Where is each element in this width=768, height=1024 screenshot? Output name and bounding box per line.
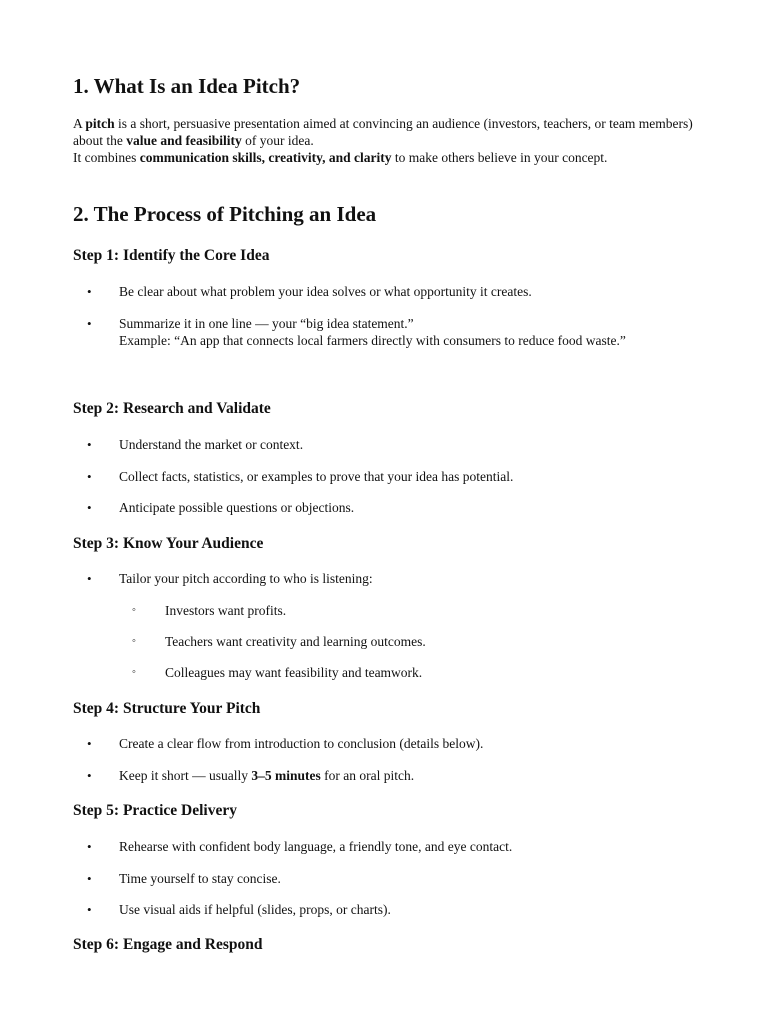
bullet-icon: • bbox=[87, 871, 92, 886]
step-6-heading: Step 6: Engage and Respond bbox=[73, 936, 263, 953]
hollow-bullet-icon: ◦ bbox=[132, 604, 136, 616]
step-2-heading: Step 2: Research and Validate bbox=[73, 400, 271, 417]
example-text: Example: “An app that connects local farmers directly with consumers to reduce food waste.” bbox=[119, 333, 626, 348]
bullet-icon: • bbox=[87, 839, 92, 854]
step-5-heading: Step 5: Practice Delivery bbox=[73, 802, 237, 819]
bullet-icon: • bbox=[87, 571, 92, 586]
pitch-definition-paragraph: A pitch is a short, persuasive presentation aimed at convincing an audience (investors, teachers, or team members) about the value and feasibility of your idea. bbox=[73, 116, 693, 148]
step-4-heading: Step 4: Structure Your Pitch bbox=[73, 700, 261, 717]
bullet-icon: • bbox=[87, 437, 92, 452]
bullet-icon: • bbox=[87, 284, 92, 299]
bullet-icon: • bbox=[87, 902, 92, 917]
hollow-bullet-icon: ◦ bbox=[132, 635, 136, 647]
bullet-icon: • bbox=[87, 500, 92, 515]
step-3-heading: Step 3: Know Your Audience bbox=[73, 535, 264, 552]
big-idea-statement-text: Summarize it in one line — your “big idea statement.” bbox=[119, 316, 414, 331]
bullet-icon: • bbox=[87, 768, 92, 783]
bullet-icon: • bbox=[87, 316, 92, 331]
step-1-heading: Step 1: Identify the Core Idea bbox=[73, 247, 270, 264]
bullet-icon: • bbox=[87, 736, 92, 751]
section-heading-process: 2. The Process of Pitching an Idea bbox=[73, 202, 377, 226]
pitch-combines-paragraph: It combines communication skills, creativity, and clarity to make others believe in your concept. bbox=[73, 150, 608, 165]
bullet-icon: • bbox=[87, 469, 92, 484]
hollow-bullet-icon: ◦ bbox=[132, 666, 136, 678]
section-heading-what-is-pitch: 1. What Is an Idea Pitch? bbox=[73, 74, 301, 98]
